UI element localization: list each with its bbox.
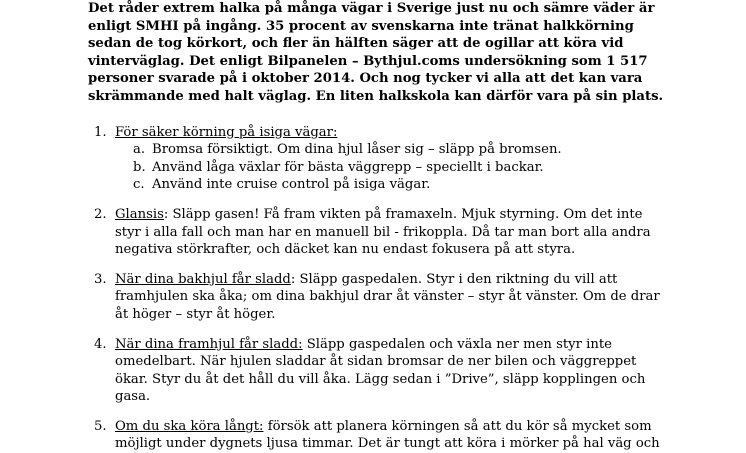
item-heading: För säker körning på isiga vägar:: [115, 124, 338, 140]
sub-list-item: [133, 141, 668, 159]
sub-letter: c.: [133, 177, 145, 193]
list-item: [88, 124, 668, 194]
item-text: : Släpp gaspedalen. Styr i den riktning du vill att framhjulen ska åka; om dina bakhjul drar åt vänster – styr åt vänster. Om de drar åt höger – styr åt höger.: [115, 271, 660, 322]
item-number: 3.: [94, 271, 107, 287]
list-item: [88, 206, 668, 259]
sub-text: Bromsa försiktigt. Om dina hjul låser sig – släpp på bromsen.: [152, 142, 562, 158]
sub-list-item: [133, 159, 668, 177]
item-number: 1.: [94, 124, 107, 140]
item-text: försök att planera körningen så att du kör så mycket som möjligt under dygnets ljusa timmar. Det är tungt att köra i mörker på hal väg och: [115, 418, 660, 452]
list-item: [88, 271, 668, 324]
item-heading: När dina bakhjul får sladd: [115, 271, 291, 287]
tips-list: [88, 124, 668, 453]
sub-letter: a.: [133, 142, 146, 158]
item-number: 5.: [94, 418, 107, 434]
sub-list-item: [133, 176, 668, 194]
item-heading: När dina framhjul får sladd:: [115, 336, 303, 352]
list-item: [88, 418, 668, 453]
sub-text: Använd inte cruise control på isiga vägar.: [152, 177, 431, 193]
list-item: [88, 336, 668, 406]
item-heading: Glansis: [115, 206, 164, 222]
sub-list: [115, 141, 668, 194]
item-heading: Om du ska köra långt:: [115, 418, 264, 434]
intro-paragraph: Det råder extrem halka på många vägar i Sverige just nu och sämre väder är enligt SMHI på ingång. 35 procent av svenskarna inte tränat halkkörning sedan de tog körkort, och fler än hälften säger att de ogillar att köra vid vinterväglag. Det enligt Bilpanelen – Bythjul.coms undersökning som 1 517 personer svarade på i oktober 2014. Och nog tycker vi alla att det kan vara skrämmande med halt väglag. En liten halkskola kan därför vara på sin plats.: [88, 1, 664, 104]
sub-text: Använd låga växlar för bästa väggrepp – speciellt i backar.: [152, 159, 544, 175]
item-text: : Släpp gasen! Få fram vikten på framaxeln. Mjuk styrning. Om det inte styr i alla fall och man har en manuell bil - frikoppla. Då tar man bort alla andra negativa störkrafter, och däcket kan nu endast fokusera på att styra.: [115, 206, 651, 258]
item-number: 4.: [94, 336, 107, 352]
sub-letter: b.: [133, 159, 146, 175]
item-number: 2.: [94, 206, 107, 222]
item-text: Släpp gaspedalen och växla ner men styr inte omedelbart. När hjulen sladdar åt sidan bromsar de ner bilen och väggreppet ökar. Styr du åt det håll du vill åka. Lägg sedan i ”Drive”, släpp kopplingen och gasa.: [115, 336, 646, 405]
